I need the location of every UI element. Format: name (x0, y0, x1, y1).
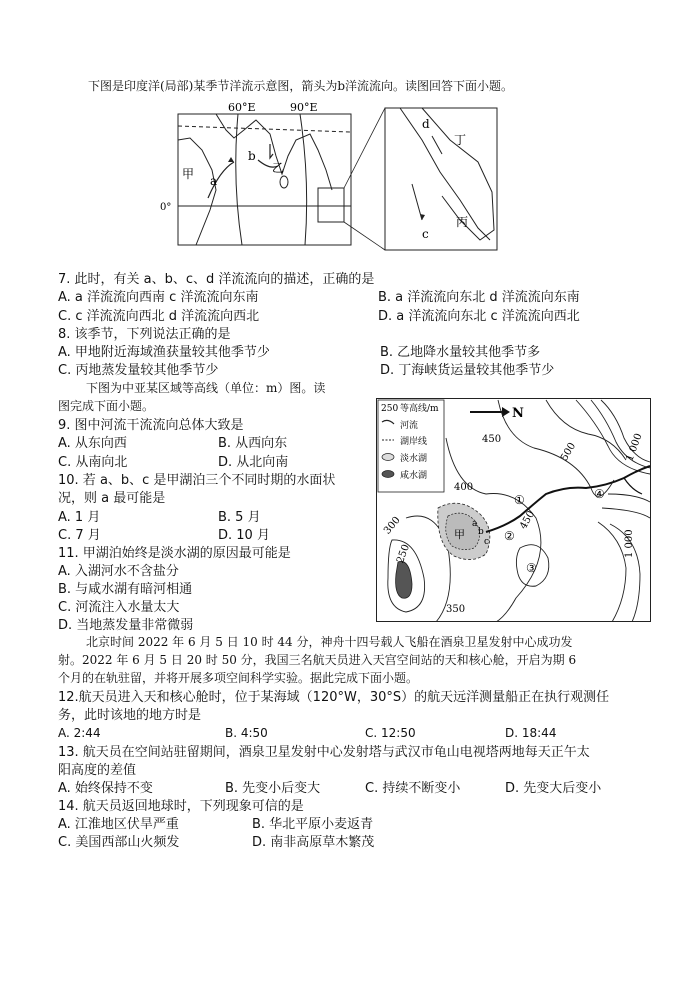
q13-stem-2: 阳高度的差值 (58, 763, 137, 778)
lon-60-label: 60°E (228, 101, 256, 114)
contour-1000a: 1 000 (624, 431, 645, 463)
q13-option-d[interactable]: D. 先变大后变小 (505, 781, 602, 796)
north-label: N (512, 406, 524, 421)
q8-option-c[interactable]: C. 丙地蒸发量较其他季节少 (58, 363, 219, 378)
intro-text-1: 下图是印度洋(局部)某季节洋流示意图，箭头为b洋流流向。读图回答下面小题。 (88, 79, 514, 93)
q8-stem: 8. 该季节，下列说法正确的是 (58, 327, 231, 342)
q10-stem-2: 况，则 a 最可能是 (58, 491, 166, 506)
q11-option-a[interactable]: A. 入湖河水不含盐分 (58, 564, 179, 579)
q10-option-d[interactable]: D. 10 月 (218, 528, 270, 543)
contour-350: 350 (446, 604, 466, 615)
q12-stem-2: 务，此时该地的地方时是 (58, 708, 202, 723)
q10-stem-1: 10. 若 a、b、c 是甲湖泊三个不同时期的水面状 (58, 473, 336, 488)
q9-option-a[interactable]: A. 从东向西 (58, 436, 127, 451)
q9-option-d[interactable]: D. 从北向南 (218, 455, 289, 470)
q10-option-b[interactable]: B. 5 月 (218, 510, 261, 525)
q13-option-a[interactable]: A. 始终保持不变 (58, 781, 153, 796)
map1-d: d (422, 117, 430, 131)
indian-ocean-current-map (160, 100, 520, 255)
q7-option-b[interactable]: B. a 洋流流向东北 d 洋流流向东南 (378, 290, 580, 305)
q14-option-d[interactable]: D. 南非高原草木繁茂 (252, 835, 375, 850)
q12-option-d[interactable]: D. 18:44 (505, 726, 557, 740)
q14-stem: 14. 航天员返回地球时，下列现象可信的是 (58, 799, 304, 814)
q8-option-b[interactable]: B. 乙地降水量较其他季节多 (380, 345, 541, 360)
contour-500: 500 (559, 440, 579, 463)
map1-b: b (248, 149, 256, 163)
legend-salt: 咸水湖 (400, 471, 428, 481)
q11-option-d[interactable]: D. 当地蒸发量非常微弱 (58, 618, 194, 633)
map1-bing: 丙 (456, 215, 469, 229)
lake-a: a (472, 519, 478, 529)
q12-option-c[interactable]: C. 12:50 (365, 726, 416, 740)
legend-contour: 等高线/m (400, 404, 439, 414)
lake-jia: 甲 (454, 528, 465, 541)
map1-jia: 甲 (182, 167, 195, 181)
intro-text-2a: 下图为中亚某区域等高线（单位：m）图。读 (86, 381, 326, 395)
q7-stem: 7. 此时，有关 a、b、c、d 洋流流向的描述，正确的是 (58, 272, 375, 287)
q7-option-c[interactable]: C. c 洋流流向西北 d 洋流流向西北 (58, 309, 260, 324)
point-2: ② (504, 529, 515, 543)
q8-option-d[interactable]: D. 丁海峡货运量较其他季节少 (380, 363, 555, 378)
q9-option-b[interactable]: B. 从西向东 (218, 436, 288, 451)
legend-shore: 湖岸线 (400, 437, 428, 447)
point-3: ③ (526, 561, 537, 575)
map1-yi: 乙 (272, 161, 285, 175)
q12-stem-1: 12.航天员进入天和核心舱时，位于某海域（120°W，30°S）的航天远洋测量船正在执行观测任 (58, 690, 610, 705)
legend-river: 河流 (400, 421, 419, 431)
q11-stem: 11. 甲湖泊始终是淡水湖的原因最可能是 (58, 546, 291, 561)
q13-option-b[interactable]: B. 先变小后变大 (225, 781, 321, 796)
map1-a: a (210, 174, 218, 188)
q13-option-c[interactable]: C. 持续不断变小 (365, 781, 461, 796)
q7-option-d[interactable]: D. a 洋流流向东北 c 洋流流向西北 (378, 309, 580, 324)
map1-ding: 丁 (454, 133, 467, 147)
legend-fresh: 淡水湖 (400, 454, 428, 464)
q14-option-b[interactable]: B. 华北平原小麦返青 (252, 817, 374, 832)
contour-1000b: 1 000 (624, 529, 635, 558)
intro-text-3c: 个月的在轨驻留，并将开展多项空间科学实验。据此完成下面小题。 (58, 671, 419, 685)
q12-option-a[interactable]: A. 2:44 (58, 726, 101, 740)
q8-option-a[interactable]: A. 甲地附近海域渔获量较其他季节少 (58, 345, 270, 360)
point-4: ④ (594, 487, 605, 501)
q13-stem-1: 13. 航天员在空间站驻留期间，酒泉卫星发射中心发射塔与武汉市龟山电视塔两地每天正午太 (58, 745, 590, 760)
q10-option-a[interactable]: A. 1 月 (58, 510, 101, 525)
contour-450a: 450 (482, 434, 502, 445)
intro-text-3b: 射。2022 年 6 月 5 日 20 时 50 分，我国三名航天员进入天宫空间站的天和核心舱，开启为期 6 (58, 653, 577, 667)
q7-option-a[interactable]: A. a 洋流流向西南 c 洋流流向东南 (58, 290, 259, 305)
contour-map (376, 398, 651, 622)
point-1: ① (514, 493, 525, 507)
lake-b: b (478, 527, 484, 537)
q9-stem: 9. 图中河流干流流向总体大致是 (58, 418, 244, 433)
intro-text-3a: 北京时间 2022 年 6 月 5 日 10 时 44 分，神舟十四号载人飞船在酒泉卫星发射中心成功发 (86, 635, 573, 649)
contour-300: 300 (382, 514, 403, 537)
lat-0-label: 0° (160, 202, 172, 213)
q11-option-b[interactable]: B. 与咸水湖有暗河相通 (58, 582, 193, 597)
q14-option-c[interactable]: C. 美国西部山火频发 (58, 835, 180, 850)
map1-c: c (422, 227, 429, 241)
contour-400: 400 (454, 482, 474, 493)
q9-option-c[interactable]: C. 从南向北 (58, 455, 128, 470)
q12-option-b[interactable]: B. 4:50 (225, 726, 268, 740)
lon-90-label: 90°E (290, 101, 318, 114)
contour-450b: 450 (518, 509, 538, 532)
q14-option-a[interactable]: A. 江淮地区伏旱严重 (58, 817, 179, 832)
lake-c: c (484, 537, 490, 547)
q11-option-c[interactable]: C. 河流注入水量太大 (58, 600, 180, 615)
intro-text-2b: 图完成下面小题。 (58, 399, 155, 413)
contour-250: 250 (395, 543, 412, 565)
q10-option-c[interactable]: C. 7 月 (58, 528, 101, 543)
legend-contour-value: 250 (381, 404, 399, 414)
